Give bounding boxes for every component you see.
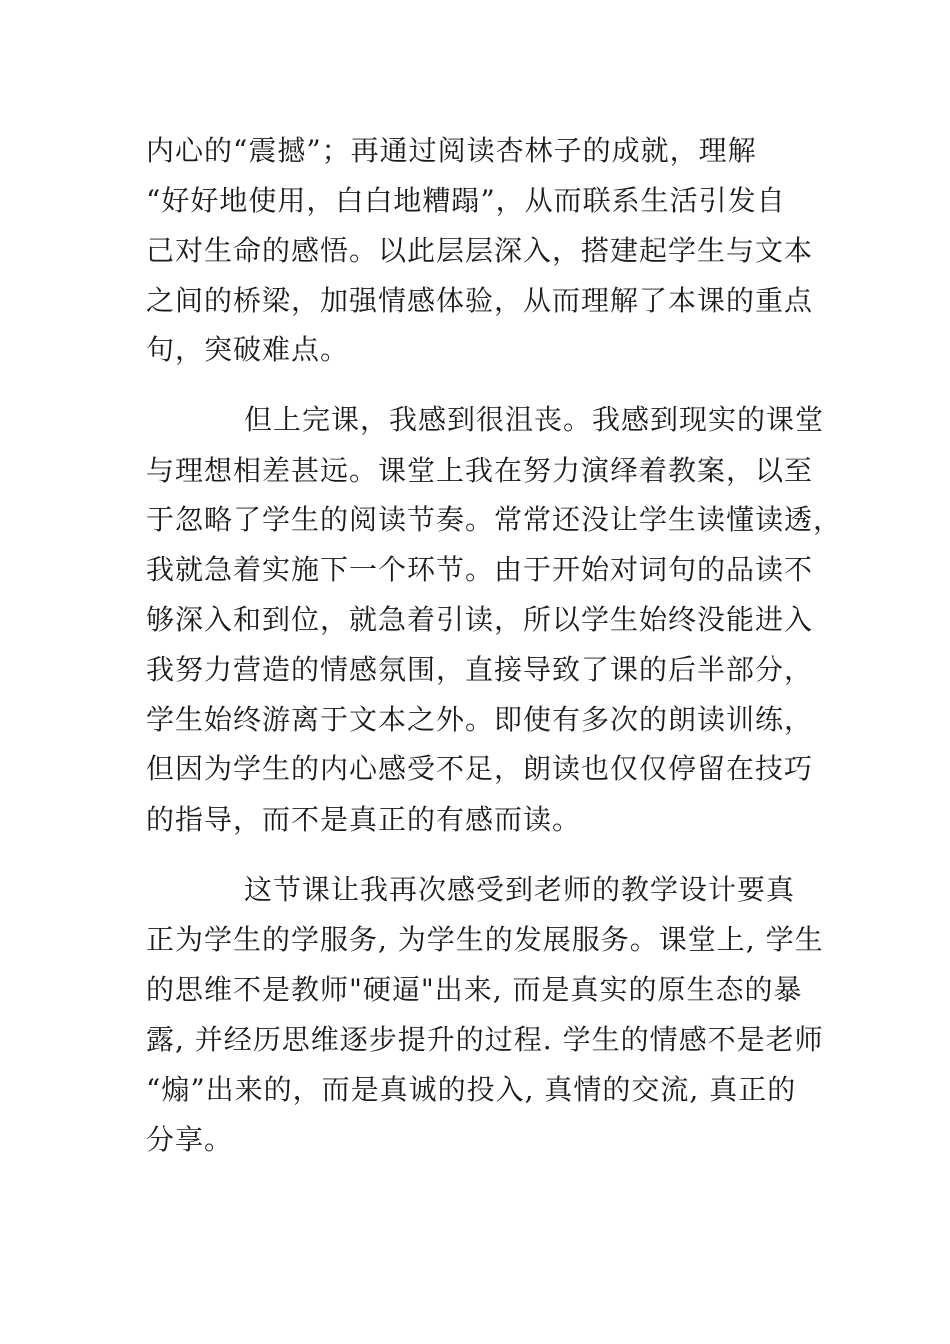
text-line: 的指导，而不是真正的有感而读。 — [146, 803, 582, 836]
text-line: 我就急着实施下一个环节。由于开始对词句的品读不 — [146, 553, 814, 586]
text-line: 分享。 — [146, 1123, 234, 1156]
text-line: 内心的“震撼”；再通过阅读杏林子的成就，理解 — [146, 134, 757, 167]
text-line: “好好地使用，白白地糟蹋”，从而联系生活引发自 — [146, 184, 786, 217]
text-line: “煽”出来的，而是真诚的投入, 真情的交流, 真正的 — [146, 1073, 797, 1106]
text-line: 露, 并经历思维逐步提升的过程. 学生的情感不是老师 — [146, 1023, 824, 1056]
text-line: 的思维不是教师"硬逼"出来, 而是真实的原生态的暴 — [146, 973, 803, 1006]
text-line: 于忽略了学生的阅读节奏。常常还没让学生读懂读透， — [146, 503, 843, 536]
text-line: 我努力营造的情感氛围，直接导致了课的后半部分， — [146, 653, 814, 686]
text-line: 己对生命的感悟。以此层层深入，搭建起学生与文本 — [146, 234, 814, 267]
text-line: 这节课让我再次感受到老师的教学设计要真 — [244, 873, 796, 906]
text-line: 之间的桥梁，加强情感体验，从而理解了本课的重点 — [146, 284, 814, 317]
text-line: 正为学生的学服务, 为学生的发展服务。课堂上, 学生 — [146, 923, 824, 956]
text-line: 学生始终游离于文本之外。即使有多次的朗读训练， — [146, 703, 814, 736]
text-line: 但因为学生的内心感受不足，朗读也仅仅停留在技巧 — [146, 752, 814, 785]
text-line: 句，突破难点。 — [146, 333, 350, 366]
text-line: 但上完课，我感到很沮丧。我感到现实的课堂 — [244, 403, 825, 436]
text-line: 够深入和到位，就急着引读，所以学生始终没能进入 — [146, 603, 814, 636]
text-line: 与理想相差甚远。课堂上我在努力演绎着教案，以至 — [146, 454, 814, 487]
